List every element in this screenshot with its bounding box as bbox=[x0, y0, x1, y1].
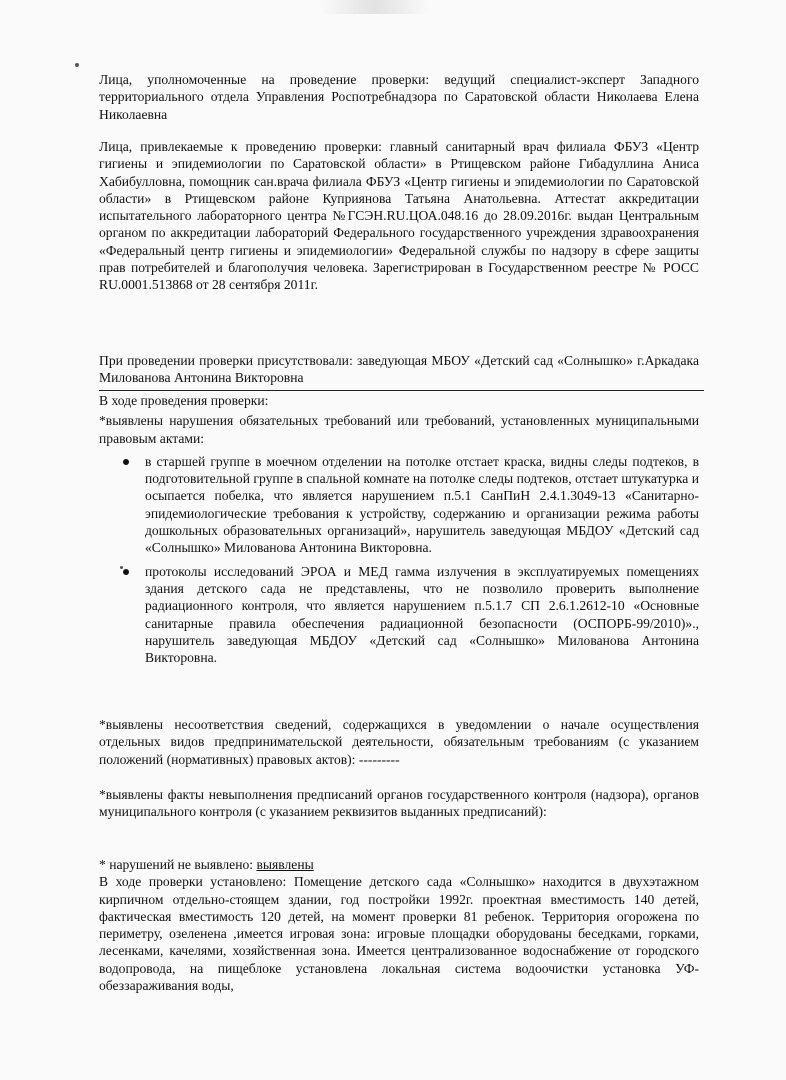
present-persons-paragraph bbox=[99, 352, 699, 387]
findings-section bbox=[99, 856, 699, 994]
involved-persons-paragraph bbox=[99, 138, 699, 294]
bullet-icon bbox=[123, 569, 129, 575]
involved-persons-text: Лица, привлекаемые к проведению проверки: главный санитарный врач филиала ФБУЗ «Центр гигиены и эпидемиологии по Саратовской области» в Ртищевском районе Гибадуллина Аниса Хабибулловна, помощник сан.врача филиала ФБУЗ «Центр гигиены и эпидемиологии по Саратовской области» в Ртищевском районе Куприянова Татьяна Анатольевна. Аттестат аккредитации испытательного лабораторного центра №ГСЭН.RU.ЦОА.048.16 до 28.09.2016г. выдан Центральным органом по аккредитации лабораторий Федерального государственного учреждения здравоохранения «Федеральный центр гигиены и эпидемиологии» Федеральной службы по надзору в сфере защиты прав потребителей и благополучия человека. Зарегистрирован в Государственном реестре № РОСС RU.0001.513868 от 28 сентября 2011г. bbox=[99, 139, 699, 293]
violations-header: *выявлены нарушения обязательных требований или требований, установленных муниципальными правовым актами: bbox=[99, 413, 699, 446]
authorized-persons-text: Лица, уполномоченные на проведение проверки: ведущий специалист-эксперт Западного территориального отдела Управления Роспотребнадзора по Саратовской области Николаева Елена Николаевна bbox=[99, 72, 699, 122]
no-violations-struck: выявлены bbox=[256, 857, 314, 872]
non-execution-text: *выявлены факты невыполнения предписаний органов государственного контроля (надзора), органов муниципального контроля (с указанием реквизитов выданных предписаний): bbox=[99, 787, 699, 820]
no-violations-line bbox=[99, 856, 699, 873]
inspection-section bbox=[99, 392, 699, 672]
authorized-persons-paragraph bbox=[99, 71, 699, 123]
bullet-icon bbox=[123, 459, 129, 465]
violation-item bbox=[99, 563, 699, 667]
separator-line bbox=[99, 390, 704, 391]
inconsistencies-text: *выявлены несоответствия сведений, содержащихся в уведомлении о начале осуществления отдельных видов предпринимательской деятельности, обязательным требованиям (с указанием положений (нормативных) правовых актов): --------- bbox=[99, 717, 699, 767]
violation-text: в старшей группе в моечном отделении на потолке отстает краска, видны следы подтеков, в подготовительной группе в спальной комнате на потолке следы подтеков, отстает штукатурка и осыпается побелка, что является нарушением п.5.1 СанПиН 2.4.1.3049-13 «Санитарно-эпидемиологические требования к устройству, содержанию и организации режима работы дошкольных образовательных организаций», нарушитель заведующая МБДОУ «Детский сад «Солнышко» Милованова Антонина Викторовна. bbox=[145, 453, 699, 556]
present-persons-text: При проведении проверки присутствовали: заведующая МБОУ «Детский сад «Солнышко» г.Аркадака Милованова Антонина Викторовна bbox=[99, 353, 699, 386]
scan-speck bbox=[75, 63, 79, 67]
during-inspection-heading: В ходе проведения проверки: bbox=[99, 393, 269, 408]
no-violations-label: * нарушений не выявлено: bbox=[99, 857, 257, 872]
non-execution-paragraph bbox=[99, 786, 699, 821]
inconsistencies-paragraph bbox=[99, 716, 699, 768]
violation-text: протоколы исследований ЭРОА и МЕД гамма излучения в эксплуатируемых помещениях здания детского сада не представлены, что не позволило проверить выполнение радиационного контроля, что является нарушением п.5.1.7 СП 2.6.1.2612-10 «Основные санитарные правила обеспечения радиационной безопасности (ОСПОРБ-99/2010)»., нарушитель заведующая МБДОУ «Детский сад «Солнышко» Милованова Антонина Викторовна. bbox=[145, 563, 699, 666]
scan-artifact bbox=[320, 0, 430, 14]
violation-item bbox=[99, 453, 699, 557]
findings-text: В ходе проверки установлено: Помещение детского сада «Солнышко» находится в двухэтажном кирпичном отдельно-стоящем здании, год постройки 1992г. проектная вместимость 140 детей, фактическая вместимость 120 детей, на момент проверки 81 ребенок. Территория огорожена по периметру, озеленена ,имеется игровая зона: игровые площадки оборудованы беседками, горками, лесенками, качелями, хозяйственная зона. Имеется централизованное водоснабжение от городского водопровода, на пищеблоке установлена локальная система водоочистки установка УФ-обеззараживания воды, bbox=[99, 874, 699, 994]
violations-list bbox=[99, 453, 699, 667]
